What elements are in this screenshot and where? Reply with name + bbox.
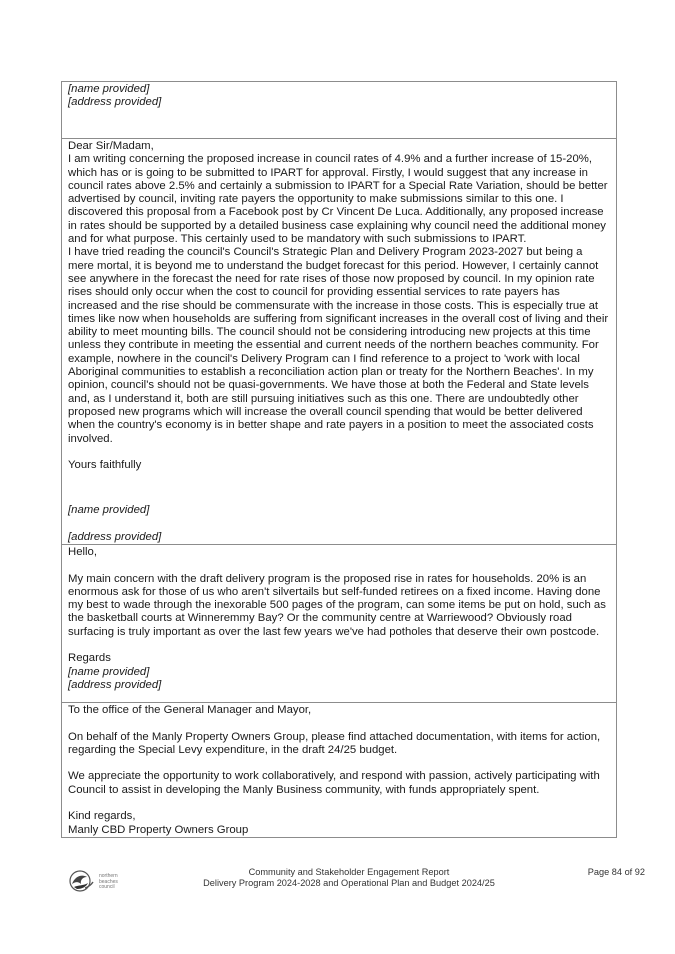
signoff: Yours faithfully [68,459,142,472]
logo-text-line: beaches [99,878,118,885]
name-provided: [name provided] [68,665,150,678]
submission-row [62,702,617,837]
address-provided: [address provided] [68,96,162,109]
salutation: To the office of the General Manager and Mayor, [68,703,312,716]
name-provided: [name provided] [68,83,150,95]
paragraph: On behalf of the Manly Property Owners Group, please find attached documentation, with items for action, regarding the Special Levy expenditure, in the draft 24/25 budget. [68,730,601,756]
address-provided: [address provided] [68,530,162,543]
submission-cell [62,139,617,545]
submission-row [62,82,617,139]
paragraph: My main concern with the draft delivery program is the proposed rise in rates for households. 20% is an enormous ask for those of us who aren't silvertails but self-funded retirees on a fixed income. Having done my best to wade through the inexorable 500 pages of the program, can some items be put on hold, such as the basketball courts at Winneremmy Bay? Or the community centre at Warriewood? Obviously road surfacing is truly important as over the last few years we've had potholes that deserve their own postcode. [68,572,606,638]
paragraph: We appreciate the opportunity to work collaboratively, and respond with passion, actively participating with Council to assist in developing the Manly Business community, with funds appropriately spent. [68,770,600,796]
salutation: Hello, [68,545,98,558]
report-title: Community and Stakeholder Engagement Report [248,867,450,877]
paragraph: I have tried reading the council's Council's Strategic Plan and Delivery Program 2023-2027 but being a mere mortal, it is beyond me to understand the budget forecast for this period. However, I certainly cannot see anywhere in the forecast the need for rate rises of those now proposed by council. In my opinion rate rises should only occur when the cost to council for providing essential services to rate payers has increased and the rise should be commensurate with the increase in those costs. This is especially true at times like now when households are suffering from significant increases in the overall cost of living and their ability to meet mounting bills. The council should not be considering introducing new projects at this time unless they contribute in meeting the essential and current needs of the northern beaches community. For example, nowhere in the council's Delivery Program can I find reference to a project to 'work with local Aboriginal communities to establish a reconciliation action plan or treaty for the Northern Beaches'. In my opinion, council's should not be quasi-governments. We have those at both the Federal and State levels and, as I understand it, both are still pursuing initiatives such as this one. There are undoubtedly other proposed new programs which will increase the overall council spending that would be better delivered when the country's economy is in better shape and rate payers in a position to meet the associated costs involved. [68,246,609,445]
footer-title [200,867,498,889]
submission-cell [62,82,617,139]
page-footer [0,862,675,902]
signoff: Kind regards, [68,810,136,823]
signoff: Regards [68,652,111,665]
submission-row [62,544,617,702]
address-provided: [address provided] [68,678,162,691]
council-logo [68,868,126,896]
organisation-name: Manly CBD Property Owners Group [68,823,249,836]
northern-beaches-wave-logo-icon [68,868,94,894]
logo-text-line: council [99,884,115,890]
logo-text-line: northern [99,873,118,879]
report-subtitle: Delivery Program 2024-2028 and Operational Plan and Budget 2024/25 [203,878,495,888]
submission-cell [62,702,617,837]
page-number: Page 84 of 92 [587,867,645,877]
submissions-table [61,81,617,838]
submission-row [62,139,617,545]
submission-cell [62,544,617,702]
salutation: Dear Sir/Madam, [68,140,154,152]
name-provided: [name provided] [68,504,150,517]
paragraph: I am writing concerning the proposed increase in council rates of 4.9% and a further increase of 15-20%, which has or is going to be submitted to IPART for approval. Firstly, I would suggest that any increase in council rates above 2.5% and certainly a submission to IPART for a Special Rate Variation, should be better advertised by council, inviting rate payers the opportunity to make submissions similar to this one. I discovered this proposal from a Facebook post by Cr Vincent De Luca. Additionally, any proposed increase in rates should be supported by a detailed business case explaining why council need the additional money and for what purpose. This certainly used to be mandatory with such submissions to IPART. [68,153,608,246]
